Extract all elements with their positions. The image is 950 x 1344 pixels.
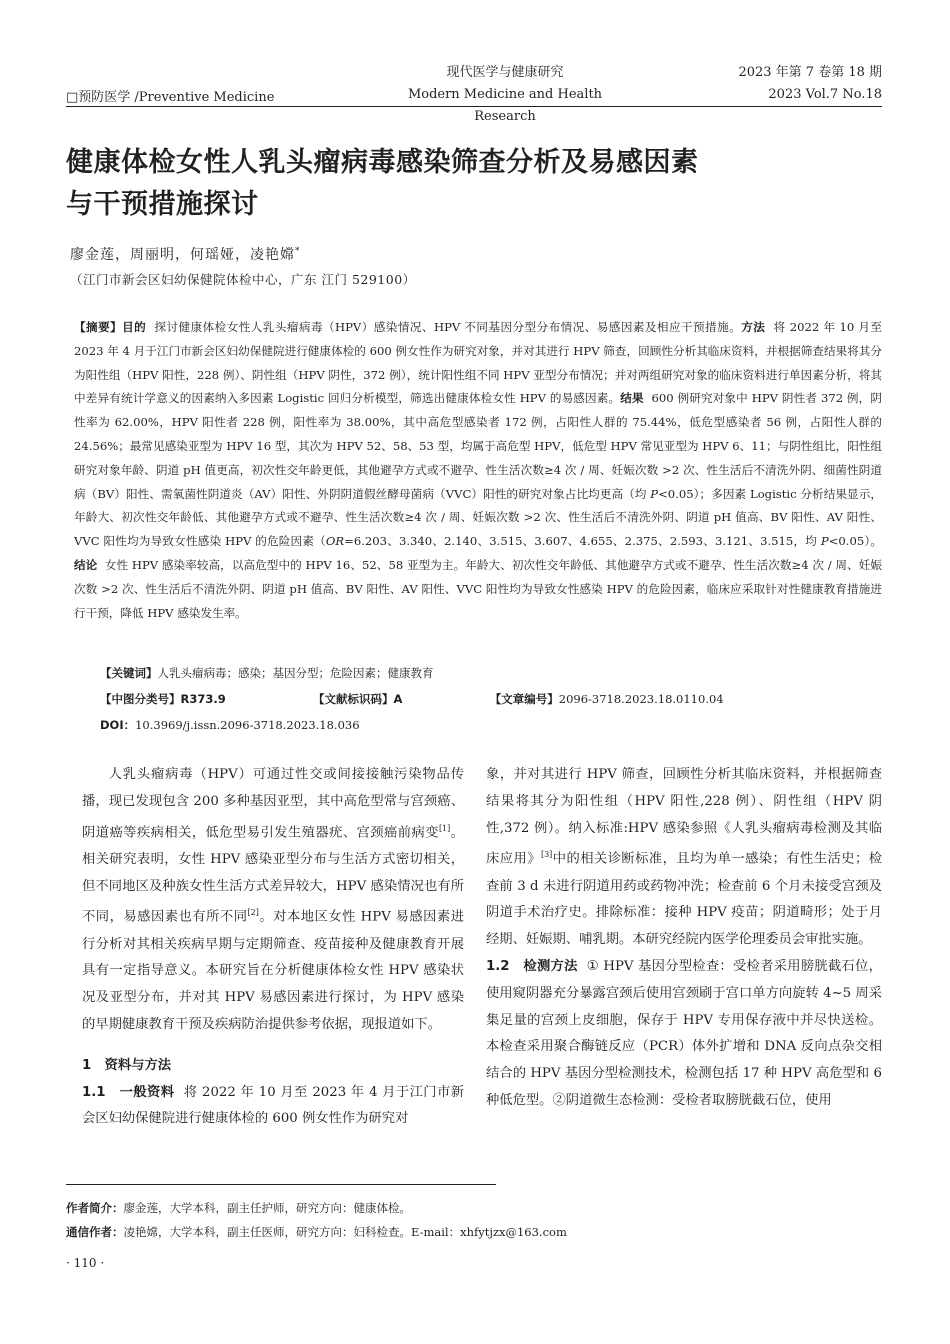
doc-code-label: 【文献标识码】 [313, 692, 394, 706]
title-line-2: 与干预措施探讨 [66, 189, 259, 220]
article-title [66, 142, 886, 226]
author-names: 廖金莲，周丽明，何瑶娅，凌艳嫦 [70, 247, 295, 263]
body-left-column [82, 762, 464, 1133]
abstract-conclusion: 女性 HPV 感染率较高，以高危型中的 HPV 16、52、58 亚型为主。年龄大、初次性交年龄低、其他避孕方式或不避孕、性生活次数≥4 次 / 周、妊娠次数 >2 次、性生活后不清洗外阴、阴道 pH 值高、BV 阳性、AV 阳性、VVC 阳性均为导致女性感染 HPV 的危险因素，临床应采取针对性健康教育措施进行干预，降低 HPV 感染发生率。 [74, 557, 882, 620]
doi-label: DOI： [100, 718, 136, 732]
footnote-rule [66, 1184, 496, 1185]
author-footnote-label: 作者简介： [66, 1201, 124, 1215]
abstract-objective: 探讨健康体检女性人乳头瘤病毒（HPV）感染情况、HPV 不同基因分型分布情况、易感因素及相应干预措施。 [154, 320, 742, 334]
issue-en: 2023 Vol.7 No.18 [768, 87, 882, 102]
author-footnote: 作者简介：廖金莲，大学本科，副主任护师，研究方向：健康体检。 [66, 1201, 411, 1215]
ref-2[interactable]: [2] [247, 908, 259, 918]
ref-1[interactable]: [1] [438, 823, 451, 833]
abstract [74, 316, 882, 625]
keywords-text: 人乳头瘤病毒；感染；基因分型；危险因素；健康教育 [157, 666, 434, 680]
keywords-label: 【关键词】 [100, 666, 158, 680]
sub-1-1-heading: 1.1 一般资料 [82, 1084, 175, 1100]
title-line-1: 健康体检女性人乳头瘤病毒感染筛查分析及易感因素 [66, 147, 699, 178]
body-right-column [486, 762, 882, 1115]
abstract-results-4: <0.05）。 [828, 534, 882, 549]
journal-header [380, 62, 630, 128]
section-1-heading: 1 资料与方法 [82, 1057, 172, 1073]
affiliation: （江门市新会区妇幼保健院体检中心，广东 江门 529100） [70, 272, 416, 287]
methods-label: 方法 [741, 320, 766, 334]
corresponding-mark: * [295, 246, 301, 257]
or-symbol: OR [325, 534, 345, 549]
abstract-results-3: =6.203、3.340、2.140、3.515、3.607、4.655、2.375、2.593、3.121、3.515，均 [344, 534, 821, 549]
abstract-label: 【摘要】目的 [74, 320, 147, 334]
journal-name-cn: 现代医学与健康研究 [446, 65, 564, 80]
conclusion-label: 结论 [74, 557, 98, 572]
ref-3[interactable]: [3] [540, 850, 553, 860]
page-number: · 110 · [66, 1256, 105, 1270]
sub-1-2-paragraph: 1.2 检测方法 ① HPV 基因分型检查：受检者采用膀胱截石位，使用窥阴器充分暴露宫颈后使用宫颈刷于宫口单方向旋转 4~5 周采集足量的宫颈上皮细胞，保存于 HPV 专用保存液中并尽快送检。本检查采用聚合酶链反应（PCR）体外扩增和 DNA 反向点杂交相结合的 HPV 基因分型检测技术，检测包括 17 种 HPV 高危型和 6 种低危型。②阴道微生态检测：受检者取膀胱截石位，使用 [486, 959, 882, 1108]
section-label: □预防医学 /Preventive Medicine [66, 90, 275, 105]
p-symbol: P [650, 486, 659, 501]
abstract-methods: 将 2022 年 10 月至 2023 年 4 月于江门市新会区妇幼保健院进行健康体检的 600 例女性作为研究对象，并对其进行 HPV 筛查，回顾性分析其临床资料，并根据筛查结果将其分为阳性组（HPV 阳性，228 例）、阴性组（HPV 阴性，372 例），统计阳性组不同 HPV 亚型分布情况；并对两组研究对象的临床资料进行单因素分析，将其中差异有统计学意义的因素纳入多因素 Logistic 回归分析模型，筛选出健康体检女性 HPV 的易感因素。 [74, 320, 882, 406]
sub-1-1-paragraph: 1.1 一般资料 将 2022 年 10 月至 2023 年 4 月于江门市新会区妇幼保健院进行健康体检的 600 例女性作为研究对 [82, 1084, 464, 1127]
header-rule [66, 106, 882, 107]
abstract-results: 600 例研究对象中 HPV 阴性者 372 例，阴性率为 62.00%，HPV 阳性者 228 例，阳性率为 38.00%，其中高危型感染者 172 例，占阳性人群的 75.44%，低危型感染者 56 例，占阳性人群的 24.56%；最常见感染亚型为 HPV 16 型，其次为 HPV 52、58、53 型，均属于高危型 HPV，低危型 HPV 常见亚型为 HPV 6、11；与阴性组比，阳性组研究对象年龄、阴道 pH 值更高，初次性交年龄更低，其他避孕方式或不避孕、性生活次数≥4 次 / 周、妊娠次数 >2 次、性生活后不清洗外阴、细菌性阴道病（BV）阳性、需氧菌性阴道炎（AV）阳性、外阴阴道假丝酵母菌病（VVC）阳性的研究对象占比均更高（均 [74, 391, 882, 501]
corresponding-footnote: 通信作者：凌艳嫦，大学本科，副主任医师，研究方向：妇科检查。E-mail：xhfytjzx@163.com [66, 1225, 567, 1239]
sub-1-2-heading: 1.2 检测方法 [486, 959, 578, 974]
keywords [100, 665, 434, 681]
clc-value: R373.9 [180, 692, 226, 706]
journal-name-en: Modern Medicine and Health Research [407, 87, 603, 124]
classification-line [100, 691, 724, 707]
inclusion-paragraph: 象，并对其进行 HPV 筛查，回顾性分析其临床资料，并根据筛查结果将其分为阳性组（HPV 阳性,228 例）、阴性组（HPV 阴性,372 例）。纳入标准:HPV 感染参照《人乳头瘤病毒检测及其临床应用》[3]中的相关诊断标准，且均为单一感染；有性生活史；检查前 3 d 未进行阴道用药或药物冲洗；检查前 6 个月未接受宫颈及阴道手术治疗史。排除标准：接种 HPV 疫苗；阴道畸形；处于月经期、妊娠期、哺乳期。本研究经院内医学伦理委员会审批实施。 [486, 767, 883, 948]
doi-line [100, 717, 360, 733]
results-label: 结果 [620, 391, 644, 406]
clc-label: 【中图分类号】 [100, 692, 181, 706]
article-no-value: 2096-3718.2023.18.0110.04 [558, 692, 724, 706]
doc-code-value: A [393, 692, 403, 706]
p-symbol-2: P [820, 534, 829, 549]
issue-cn: 2023 年第 7 卷第 18 期 [738, 65, 882, 80]
article-no-label: 【文章编号】 [489, 692, 559, 706]
intro-paragraph: 人乳头瘤病毒（HPV）可通过性交或间接接触污染物品传播，现已发现包含 200 多种基因亚型，其中高危型常与宫颈癌、阴道癌等疾病相关，低危型易引发生殖器疣、宫颈癌前病变[1]。相关研究表明，女性 HPV 感染亚型分布与生活方式密切相关，但不同地区及种族女性生活方式差异较大，HPV 感染情况也有所不同，易感因素也有所不同[2]。对本地区女性 HPV 易感因素进行分析对其相关疾病早期与定期筛查、疫苗接种及健康教育开展具有一定指导意义。本研究旨在分析健康体检女性 HPV 感染状况及亚型分布，并对其 HPV 易感因素进行探讨，为 HPV 感染的早期健康教育干预及疾病防治提供参考依据，现报道如下。 [82, 767, 465, 1033]
abstract-results-2: <0.05）；多因素 Logistic 分析结果显示，年龄大、初次性交年龄低、其他避孕方式或不避孕、性生活次数≥4 次 / 周、妊娠次数 >2 次、性生活后不清洗外阴、阴道 pH 值高、BV 阳性、AV 阳性、VVC 阳性均为导致女性感染 HPV 的危险因素（ [74, 486, 882, 549]
authors [70, 244, 301, 264]
issue-info [738, 62, 882, 106]
doi-value[interactable]: 10.3969/j.issn.2096-3718.2023.18.036 [135, 718, 360, 732]
corresponding-footnote-label: 通信作者： [66, 1225, 124, 1239]
